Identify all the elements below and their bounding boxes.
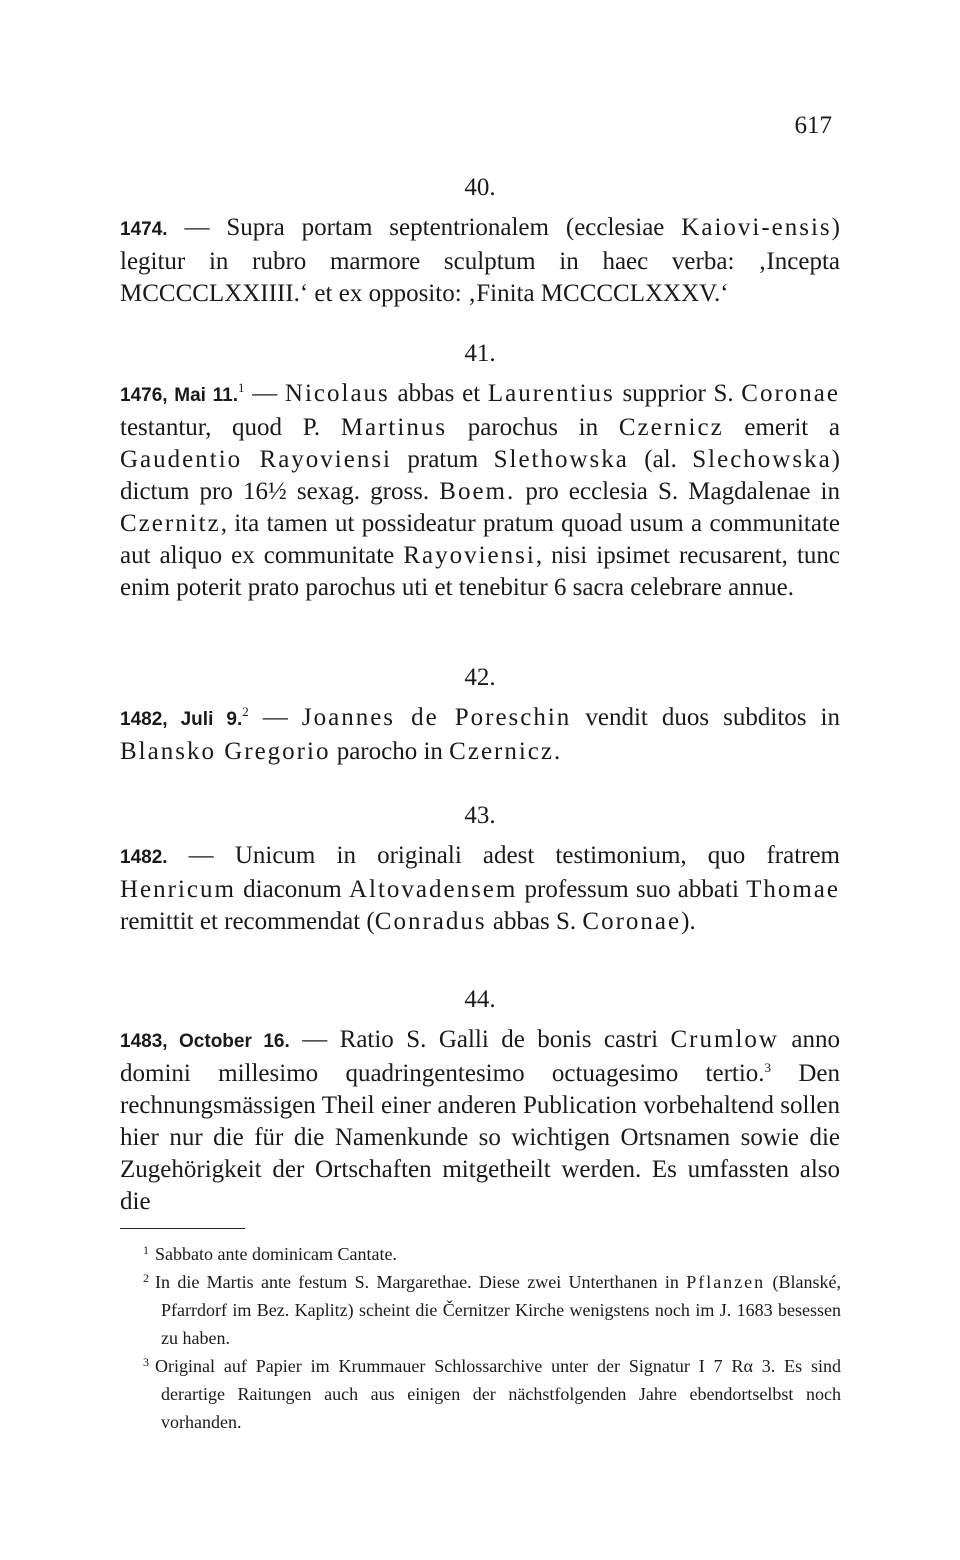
spaced-name: Coronae — [582, 908, 682, 935]
entry-date: 1482, Juli 9. — [120, 709, 243, 730]
entry-40 — [120, 172, 840, 310]
spaced-name: Martinus — [340, 414, 448, 441]
footnote-3 — [143, 1352, 841, 1436]
text: supprior S. — [614, 380, 742, 407]
entry-text — [120, 702, 840, 768]
entry-number: 40. — [464, 174, 496, 201]
spaced-name: Thomae — [746, 876, 840, 903]
text: . — [554, 738, 561, 765]
text: ) legitur in rubro marmore sculptum in haec verba: ‚Incepta MCCCCLXXIIII.‘ et ex opposito: ‚Finita MCCCCLXXXV.‘ — [120, 214, 840, 307]
spaced-name: Gaudentio Rayoviensi — [120, 446, 393, 473]
entry-text — [120, 212, 840, 310]
text: abbas et — [389, 380, 488, 407]
entry-43 — [120, 800, 840, 938]
text: , nisi ipsimet recusarent, tunc enim poterit prato parochus uti et tenebitur 6 sacra celebrare annue. — [120, 542, 840, 601]
spaced-name: Crumlow — [670, 1026, 779, 1053]
footnote-mark: 2 — [143, 1271, 149, 1285]
spaced-name: Henricum — [120, 876, 236, 903]
text: diaconum — [235, 876, 349, 903]
spaced-name: Czernicz — [449, 738, 555, 765]
text: abbas S. — [486, 908, 583, 935]
spaced-name: Pflanzen — [686, 1272, 766, 1292]
spaced-name: Rayoviensi — [403, 542, 536, 569]
spaced-name: Kaiovi-ensis — [681, 214, 832, 241]
entry-41 — [120, 338, 840, 604]
text: pro ecclesia S. Magdalenae in — [515, 478, 840, 505]
page-number: 617 — [794, 112, 832, 139]
footnote-text: (Blanské, Pfarrdorf im Bez. Kaplitz) scheint die Černitzer Kirche wenigstens noch im J. 1683 besessen zu haben. — [161, 1272, 841, 1348]
text: vendit duos subditos in — [571, 704, 841, 731]
text: Ratio S. Galli de bonis castri — [339, 1026, 671, 1053]
dash: — — [167, 842, 235, 869]
entry-number: 41. — [464, 340, 496, 367]
text: pratum — [392, 446, 494, 473]
spaced-name: Altovadensem — [348, 876, 518, 903]
footnote-text: Sabbato ante dominicam Cantate. — [155, 1244, 397, 1264]
entry-number: 44. — [464, 986, 496, 1013]
entry-date: 1482. — [120, 847, 168, 868]
text: parocho in — [330, 738, 450, 765]
entry-date: 1474. — [120, 219, 168, 240]
text: remittit et recommendat ( — [120, 908, 375, 935]
footnote-mark: 1 — [143, 1243, 149, 1257]
spaced-name: Slethowska — [493, 446, 629, 473]
footnote-mark: 3 — [143, 1355, 149, 1369]
spaced-name: Laurentius — [487, 380, 615, 407]
spaced-name: Boem. — [439, 478, 516, 505]
dash: — — [248, 704, 302, 731]
footnote-1 — [143, 1240, 841, 1268]
footnote-ref: 3 — [764, 1060, 772, 1075]
spaced-name: Czernicz — [618, 414, 724, 441]
dash: — — [167, 214, 227, 241]
text: Unicum in originali adest testimonium, quo fratrem — [234, 842, 841, 869]
spaced-name: Nicolaus — [284, 380, 390, 407]
text: ). — [681, 908, 696, 935]
entry-text — [120, 378, 840, 604]
text: parochus in — [447, 414, 619, 441]
entry-text — [120, 840, 840, 938]
entry-44 — [120, 984, 840, 1218]
spaced-name: Slechowska — [692, 446, 832, 473]
text: professum suo abbati — [517, 876, 747, 903]
footnote-2 — [143, 1268, 841, 1352]
footnote-ref: 2 — [242, 704, 249, 719]
entry-date: 1476, Mai 11. — [120, 385, 239, 406]
text: , ita tamen ut possideatur pratum quoad usum a communitate aut aliquo ex communitate — [120, 510, 840, 569]
dash: — — [244, 380, 285, 407]
spaced-name: Blansko Gregorio — [120, 738, 331, 765]
entry-number: 42. — [464, 664, 496, 691]
footnotes — [143, 1240, 841, 1436]
entry-text — [120, 1024, 840, 1218]
text: (al. — [628, 446, 693, 473]
entry-date: 1483, October 16. — [120, 1031, 290, 1052]
dash: — — [289, 1026, 340, 1053]
spaced-name: Joannes de Poreschin — [301, 704, 572, 731]
footnote-ref: 1 — [238, 380, 245, 395]
entry-42 — [120, 662, 840, 768]
footnote-text: Original auf Papier im Krummauer Schlossarchive unter der Signatur I 7 Rα 3. Es sind derartige Raitungen auch aus einigen der nächstfolgenden Jahre ebendortselbst noch vorhanden. — [155, 1356, 841, 1432]
text: testantur, quod P. — [120, 414, 341, 441]
spaced-name: Conradus — [374, 908, 487, 935]
footnote-divider — [120, 1228, 245, 1229]
footnote-text: In die Martis ante festum S. Margarethae. Diese zwei Unterthanen in — [155, 1272, 687, 1292]
text: anno domini millesimo quadringentesimo octuagesimo tertio. — [120, 1026, 840, 1087]
spaced-name: Coronae — [741, 380, 840, 407]
spaced-name: Czernitz — [120, 510, 221, 537]
text: Den rechnungsmässigen Theil einer anderen Publication vorbehaltend sollen hier nur die für die Namenkunde so wichtigen Ortsnamen sowie die Zugehörigkeit der Ortschaften mitgetheilt werden. Es umfassten also die — [120, 1060, 841, 1215]
text: Supra portam septentrionalem (ecclesiae — [226, 214, 682, 241]
text: ) dictum pro 16½ sexag. gross. — [120, 446, 840, 505]
entry-number: 43. — [464, 802, 496, 829]
text: emerit a — [723, 414, 840, 441]
